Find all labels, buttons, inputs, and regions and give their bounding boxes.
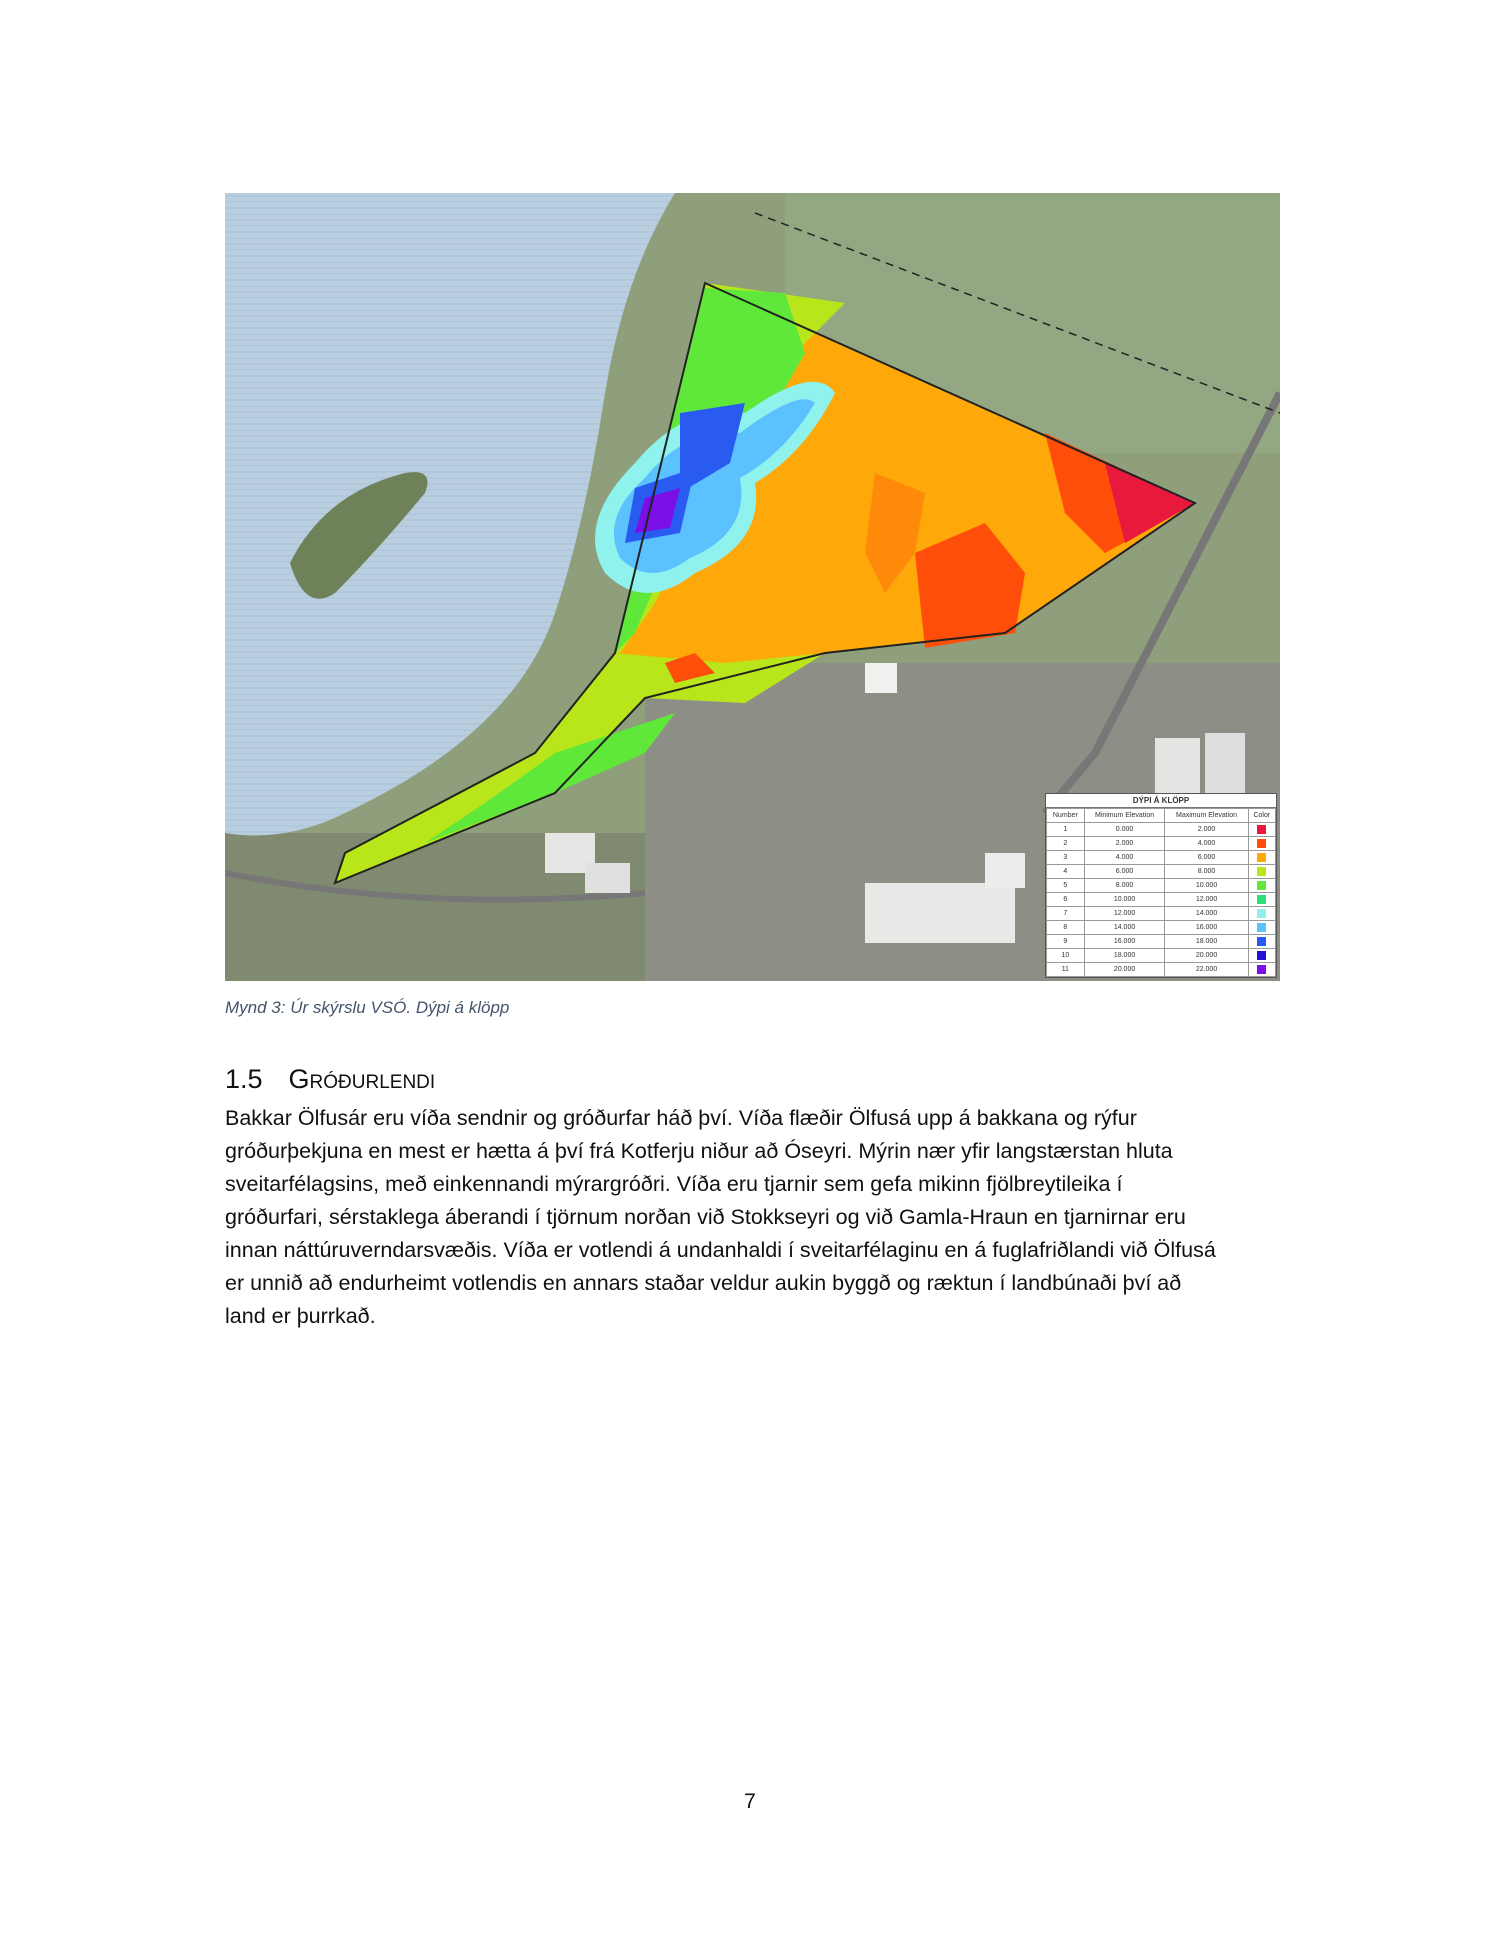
legend-color-swatch — [1257, 937, 1266, 946]
legend-row — [1047, 879, 1276, 893]
legend-cell-color — [1248, 837, 1275, 851]
section-number: 1.5 — [225, 1064, 263, 1094]
legend-color-swatch — [1257, 825, 1266, 834]
paragraph-line: Bakkar Ölfusár eru víða sendnir og gróðurfar háð því. Víða flæðir Ölfusá upp á bakkana og rýfur — [225, 1106, 1137, 1130]
legend-row — [1047, 893, 1276, 907]
legend-color-swatch — [1257, 853, 1266, 862]
legend-cell-max: 14.000 — [1165, 907, 1248, 921]
legend-header: Color — [1248, 809, 1275, 823]
legend-cell-max: 12.000 — [1165, 893, 1248, 907]
legend-header: Minimum Elevation — [1084, 809, 1165, 823]
legend-cell-color — [1248, 823, 1275, 837]
section-title: Gróðurlendi — [288, 1064, 436, 1094]
building — [585, 863, 630, 893]
legend-cell-max: 20.000 — [1165, 949, 1248, 963]
depth-to-bedrock-map — [225, 193, 1280, 981]
legend-table — [1046, 808, 1276, 977]
legend-cell-max: 10.000 — [1165, 879, 1248, 893]
legend-cell-min: 14.000 — [1084, 921, 1165, 935]
legend-cell-min: 8.000 — [1084, 879, 1165, 893]
legend-cell-min: 6.000 — [1084, 865, 1165, 879]
body-paragraph — [225, 1102, 1295, 1333]
building — [865, 883, 1015, 943]
legend-row — [1047, 963, 1276, 977]
legend-cell-min: 4.000 — [1084, 851, 1165, 865]
legend-cell-max: 6.000 — [1165, 851, 1248, 865]
legend-cell-max: 16.000 — [1165, 921, 1248, 935]
legend-cell-number: 3 — [1047, 851, 1085, 865]
legend-cell-min: 12.000 — [1084, 907, 1165, 921]
legend-cell-number: 11 — [1047, 963, 1085, 977]
legend-row — [1047, 935, 1276, 949]
paragraph-line: sveitarfélagsins, með einkennandi mýrargróðri. Víða eru tjarnir sem gefa mikinn fjölbreytileika í — [225, 1172, 1123, 1196]
legend-header: Maximum Elevation — [1165, 809, 1248, 823]
legend-cell-color — [1248, 935, 1275, 949]
legend-cell-min: 0.000 — [1084, 823, 1165, 837]
legend-header: Number — [1047, 809, 1085, 823]
legend-cell-color — [1248, 949, 1275, 963]
paragraph-line: gróðurfari, sérstaklega áberandi í tjörnum norðan við Stokkseyri og við Gamla-Hraun en tjarnirnar eru — [225, 1205, 1186, 1229]
legend-cell-number: 6 — [1047, 893, 1085, 907]
legend-cell-min: 20.000 — [1084, 963, 1165, 977]
legend-cell-min: 16.000 — [1084, 935, 1165, 949]
legend-color-swatch — [1257, 881, 1266, 890]
legend-row — [1047, 921, 1276, 935]
legend-cell-number: 8 — [1047, 921, 1085, 935]
legend-color-swatch — [1257, 923, 1266, 932]
legend-row — [1047, 823, 1276, 837]
legend-cell-number: 7 — [1047, 907, 1085, 921]
legend-color-swatch — [1257, 909, 1266, 918]
page-number: 7 — [744, 1790, 756, 1813]
legend-cell-max: 2.000 — [1165, 823, 1248, 837]
legend-cell-number: 10 — [1047, 949, 1085, 963]
paragraph-line: land er þurrkað. — [225, 1304, 376, 1328]
legend-cell-color — [1248, 963, 1275, 977]
legend-cell-max: 18.000 — [1165, 935, 1248, 949]
legend-cell-max: 22.000 — [1165, 963, 1248, 977]
legend-cell-color — [1248, 907, 1275, 921]
legend-cell-color — [1248, 893, 1275, 907]
legend-cell-max: 4.000 — [1165, 837, 1248, 851]
legend-color-swatch — [1257, 895, 1266, 904]
legend-color-swatch — [1257, 951, 1266, 960]
depth-legend — [1045, 793, 1277, 978]
legend-cell-color — [1248, 921, 1275, 935]
legend-cell-max: 8.000 — [1165, 865, 1248, 879]
legend-row — [1047, 865, 1276, 879]
building — [985, 853, 1025, 888]
legend-cell-min: 18.000 — [1084, 949, 1165, 963]
legend-cell-number: 2 — [1047, 837, 1085, 851]
legend-row — [1047, 851, 1276, 865]
legend-row — [1047, 949, 1276, 963]
legend-cell-color — [1248, 879, 1275, 893]
legend-color-swatch — [1257, 867, 1266, 876]
legend-cell-number: 1 — [1047, 823, 1085, 837]
figure-caption: Mynd 3: Úr skýrslu VSÓ. Dýpi á klöpp — [225, 998, 510, 1017]
paragraph-line: gróðurþekjuna en mest er hætta á því frá Kotferju niður að Óseyri. Mýrin nær yfir langstærstan hluta — [225, 1139, 1173, 1163]
legend-cell-min: 2.000 — [1084, 837, 1165, 851]
legend-cell-number: 9 — [1047, 935, 1085, 949]
legend-row — [1047, 907, 1276, 921]
legend-rows — [1047, 823, 1276, 977]
legend-color-swatch — [1257, 839, 1266, 848]
legend-cell-color — [1248, 851, 1275, 865]
legend-cell-min: 10.000 — [1084, 893, 1165, 907]
legend-title: DÝPI Á KLÖPP — [1046, 794, 1276, 808]
legend-color-swatch — [1257, 965, 1266, 974]
paragraph-line: er unnið að endurheimt votlendis en annars staðar veldur aukin byggð og ræktun í landbúnaði því að — [225, 1271, 1182, 1295]
building — [865, 663, 897, 693]
legend-row — [1047, 837, 1276, 851]
legend-cell-number: 4 — [1047, 865, 1085, 879]
legend-cell-color — [1248, 865, 1275, 879]
building — [1205, 733, 1245, 793]
building — [1155, 738, 1200, 798]
section-heading — [225, 1064, 435, 1095]
legend-cell-number: 5 — [1047, 879, 1085, 893]
paragraph-line: innan náttúruverndarsvæðis. Víða er votlendi á undanhaldi í sveitarfélaginu en á fuglafriðlandi við Ölfusá — [225, 1238, 1216, 1262]
